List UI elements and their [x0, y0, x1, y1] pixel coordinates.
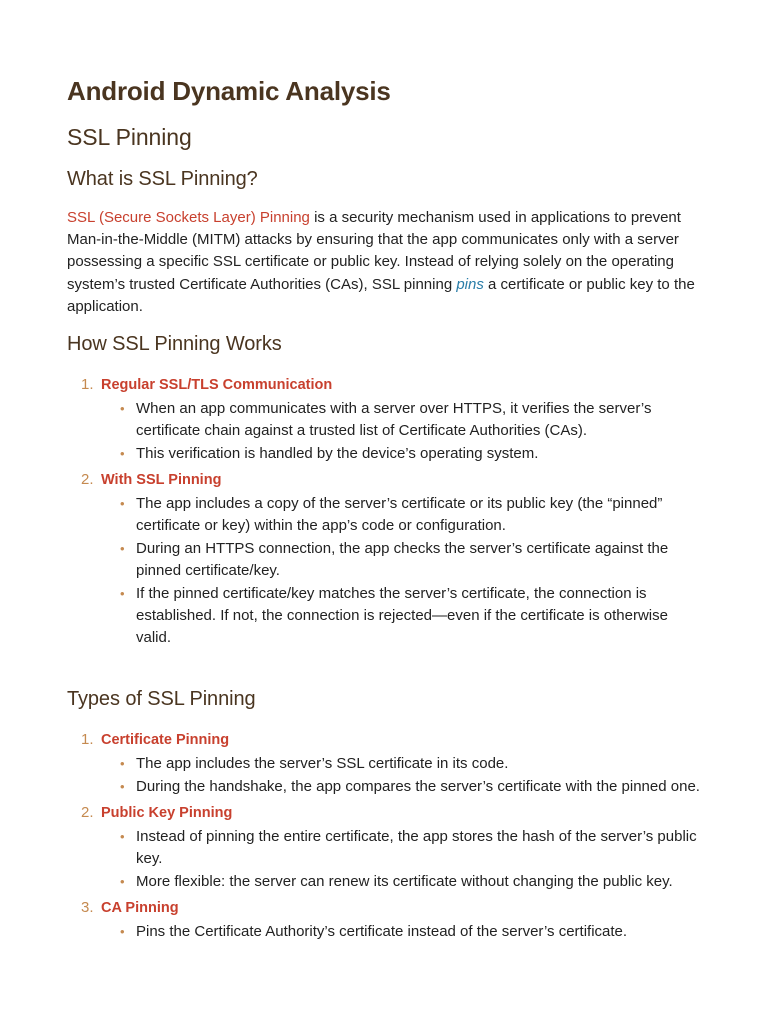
bullet-item: • During an HTTPS connection, the app checks the server’s certificate against the pinned certificate/key.	[120, 540, 669, 579]
bullet-item: • If the pinned certificate/key matches the server’s certificate, the connection is established. If not, the connection is rejected—even if the certificate is otherwise valid.	[120, 585, 668, 646]
bullet-item: • This verification is handled by the device’s operating system.	[101, 443, 707, 465]
step-title: Regular SSL/TLS Communication	[101, 377, 333, 393]
intro-text-1: is a security mechanism used in applications to prevent Man-in-the-Middle (MITM) attacks by ensuring that the app communicates only with a server possessing a specific SSL certificate or public key. Instead of relying solely on the operating system’s trusted Certificate Authorities (CAs), SSL pinning	[67, 209, 681, 293]
bullet-icon: •	[120, 756, 125, 771]
bullet-item: • When an app communicates with a server over HTTPS, it verifies the server’s certificate chain against a trusted list of Certificate Authorities (CAs).	[120, 400, 652, 439]
step-title: Public Key Pinning	[101, 805, 233, 821]
type-step	[67, 897, 707, 943]
type-step	[67, 802, 707, 893]
step-number: 3.	[81, 899, 94, 916]
bullet-list	[101, 826, 707, 893]
how-heading: How SSL Pinning Works	[67, 333, 282, 355]
bullet-icon: •	[120, 496, 125, 511]
how-step	[67, 374, 707, 465]
step-number: 2.	[81, 471, 94, 488]
intro-italic: pins	[456, 275, 484, 293]
bullet-item: • More flexible: the server can renew its certificate without changing the public key.	[101, 871, 707, 893]
bullet-item: • The app includes the server’s SSL certificate in its code.	[101, 753, 707, 775]
types-steps-list	[67, 729, 707, 947]
step-title: Certificate Pinning	[101, 732, 230, 748]
types-heading: Types of SSL Pinning	[67, 688, 256, 710]
what-heading: What is SSL Pinning?	[67, 168, 258, 190]
bullet-icon: •	[120, 829, 125, 844]
step-title: With SSL Pinning	[101, 472, 222, 488]
bullet-icon: •	[120, 779, 125, 794]
how-steps-list	[67, 374, 707, 653]
bullet-item: • The app includes a copy of the server’s certificate or its public key (the “pinned” certificate or key) within the app’s code or configuration.	[120, 495, 663, 534]
bullet-list	[101, 493, 707, 649]
document-title: Android Dynamic Analysis	[67, 76, 391, 106]
intro-text-2: a certificate or public key to the application.	[67, 275, 695, 315]
bullet-icon: •	[120, 874, 125, 889]
bullet-item: • Pins the Certificate Authority’s certificate instead of the server’s certificate.	[101, 921, 707, 943]
bullet-icon: •	[120, 586, 125, 601]
bullet-list	[101, 753, 707, 798]
intro-highlight: SSL (Secure Sockets Layer) Pinning	[67, 209, 310, 226]
type-step	[67, 729, 707, 798]
bullet-icon: •	[120, 541, 125, 556]
step-title: CA Pinning	[101, 900, 179, 916]
bullet-icon: •	[120, 446, 125, 461]
bullet-item: • During the handshake, the app compares the server’s certificate with the pinned one.	[101, 776, 707, 798]
bullet-icon: •	[120, 924, 125, 939]
step-number: 1.	[81, 731, 94, 748]
section-title: SSL Pinning	[67, 124, 192, 150]
step-number: 2.	[81, 804, 94, 821]
how-step	[67, 469, 707, 649]
bullet-item: • Instead of pinning the entire certificate, the app stores the hash of the server’s public key.	[120, 828, 697, 867]
bullet-icon: •	[120, 401, 125, 416]
step-number: 1.	[81, 376, 94, 393]
bullet-list	[101, 921, 707, 943]
bullet-list	[101, 398, 707, 465]
intro-paragraph	[67, 207, 697, 318]
